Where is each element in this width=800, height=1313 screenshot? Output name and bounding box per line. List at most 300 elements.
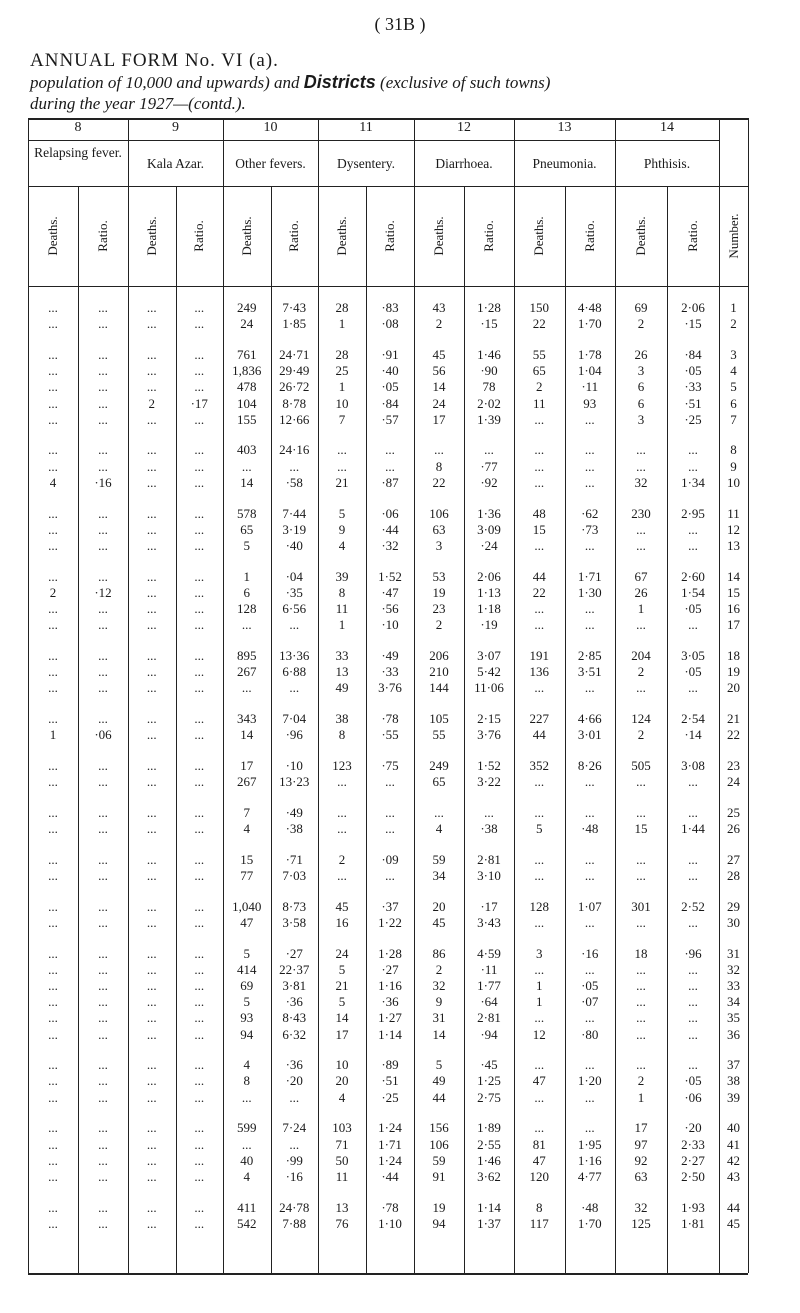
- table-cell: ...: [534, 601, 545, 616]
- table-cell: 20: [432, 898, 446, 914]
- table-cell: 19: [432, 1199, 446, 1215]
- table-cell: ...: [146, 994, 157, 1010]
- table-cell: ...: [48, 1057, 58, 1073]
- table-cell: ·84: [381, 395, 399, 411]
- table-cell: 3·76: [477, 727, 501, 743]
- table-cell: ...: [534, 1089, 545, 1105]
- table-cell: 1·52: [378, 568, 402, 584]
- table-cell: 4·48: [577, 300, 602, 315]
- table-cell: ...: [48, 601, 58, 616]
- table-cell: 1·85: [282, 316, 307, 332]
- table-cell: ...: [48, 617, 58, 633]
- table-cell: 12·66: [279, 411, 310, 427]
- table-cell: 106: [429, 505, 449, 521]
- table-cell: 7: [338, 411, 346, 427]
- table-cell: 123: [332, 757, 352, 773]
- table-cell: ...: [484, 442, 494, 458]
- table-cell: ·91: [381, 346, 399, 362]
- table-cell: 26: [634, 584, 648, 600]
- table-cell: ·16: [581, 945, 599, 961]
- form-title: ANNUAL FORM No. VI (a).: [30, 50, 279, 71]
- table-cell: 76: [335, 1215, 349, 1231]
- table-cell: ...: [146, 1199, 157, 1215]
- table-cell: 1·10: [378, 1215, 402, 1231]
- table-cell: 12: [532, 1026, 546, 1042]
- row-number: 45: [727, 1215, 740, 1231]
- table-cell: 542: [237, 1215, 257, 1231]
- table-cell: ...: [146, 379, 157, 395]
- table-cell: 2: [435, 961, 443, 977]
- table-cell: ...: [289, 1089, 300, 1105]
- table-cell: ...: [98, 994, 108, 1010]
- table-cell: 1·71: [378, 1136, 402, 1152]
- table-cell: ...: [98, 757, 108, 773]
- table-cell: 56: [432, 363, 446, 379]
- table-cell: ...: [48, 395, 58, 411]
- table-cell: 1·46: [477, 346, 501, 362]
- table-cell: ...: [48, 664, 58, 680]
- table-cell: ...: [98, 1073, 108, 1089]
- row-number: 39: [727, 1089, 740, 1105]
- table-cell: 2·81: [477, 851, 501, 867]
- table-cell: ...: [534, 1057, 545, 1073]
- table-cell: ·49: [285, 804, 303, 820]
- table-cell: ...: [194, 379, 205, 395]
- table-cell: ·15: [480, 316, 498, 332]
- table-cell: ...: [194, 757, 205, 773]
- table-cell: 19: [432, 584, 446, 600]
- table-cell: 191: [529, 647, 549, 663]
- table-cell: 120: [529, 1168, 549, 1184]
- table-cell: 1·14: [378, 1026, 402, 1042]
- table-cell: ...: [385, 804, 395, 820]
- table-cell: ...: [98, 601, 108, 616]
- table-cell: ·10: [285, 757, 303, 773]
- table-cell: ...: [584, 601, 595, 616]
- table-cell: ...: [584, 1089, 595, 1105]
- table-cell: ...: [194, 363, 205, 379]
- table-cell: ...: [48, 1010, 58, 1026]
- table-cell: 17: [335, 1026, 349, 1042]
- table-cell: ...: [241, 1089, 252, 1105]
- table-cell: 3·08: [681, 757, 705, 773]
- table-cell: ·78: [381, 711, 399, 726]
- table-cell: ·44: [381, 521, 399, 537]
- row-number: 40: [727, 1120, 740, 1136]
- table-cell: ...: [146, 346, 157, 362]
- table-cell: ·24: [480, 537, 498, 553]
- table-cell: 2·15: [477, 711, 501, 726]
- table-cell: ...: [194, 300, 205, 315]
- table-cell: ...: [584, 1010, 595, 1026]
- column-subheader: Deaths.: [334, 216, 349, 256]
- table-cell: ·16: [285, 1168, 303, 1184]
- table-cell: 1: [637, 601, 645, 616]
- column-subheader: Ratio.: [382, 220, 397, 252]
- row-number: 37: [727, 1057, 740, 1073]
- table-cell: 18: [634, 945, 648, 961]
- table-cell: ...: [48, 914, 58, 930]
- table-cell: ·40: [285, 537, 303, 553]
- table-cell: ...: [146, 1215, 157, 1231]
- table-cell: ...: [534, 914, 545, 930]
- table-cell: 45: [432, 914, 446, 930]
- row-number: 17: [727, 617, 740, 633]
- table-cell: ...: [98, 505, 108, 521]
- table-cell: 4: [338, 537, 346, 553]
- table-cell: ...: [636, 804, 646, 820]
- table-cell: 14: [432, 379, 446, 395]
- table-cell: ...: [48, 1089, 58, 1105]
- table-cell: ...: [534, 851, 545, 867]
- table-cell: ...: [146, 458, 157, 474]
- table-cell: ·25: [381, 1089, 399, 1105]
- table-cell: ...: [688, 914, 698, 930]
- table-cell: 210: [429, 664, 449, 680]
- table-cell: 117: [529, 1215, 549, 1231]
- table-cell: ...: [534, 458, 545, 474]
- table-cell: 1·24: [378, 1152, 402, 1168]
- table-cell: ...: [48, 867, 58, 883]
- table-cell: ...: [289, 680, 300, 696]
- table-cell: 106: [429, 1136, 449, 1152]
- table-cell: 1·95: [577, 1136, 602, 1152]
- table-cell: 1·54: [681, 584, 705, 600]
- table-cell: ·12: [94, 584, 112, 600]
- row-number: 11: [727, 505, 740, 521]
- table-cell: ...: [98, 1136, 108, 1152]
- table-cell: 92: [634, 1152, 648, 1168]
- table-cell: ...: [194, 505, 205, 521]
- table-cell: ...: [146, 664, 157, 680]
- table-cell: ·64: [480, 994, 498, 1010]
- row-number: 38: [727, 1073, 740, 1089]
- table-cell: 21: [335, 977, 349, 993]
- table-cell: ...: [636, 458, 646, 474]
- table-cell: 3·76: [378, 680, 402, 696]
- table-cell: 761: [237, 346, 257, 362]
- table-cell: ...: [98, 1120, 108, 1136]
- table-cell: 4·59: [477, 945, 501, 961]
- table-cell: 104: [237, 395, 257, 411]
- table-cell: 65: [432, 774, 446, 790]
- table-cell: ·35: [285, 584, 303, 600]
- group-title: Dysentery.: [337, 156, 395, 171]
- form-period: during the year 1927—(contd.).: [30, 94, 246, 113]
- table-cell: 267: [237, 774, 257, 790]
- table-cell: 55: [532, 346, 546, 362]
- table-cell: ·55: [381, 727, 399, 743]
- table-cell: 25: [335, 363, 349, 379]
- table-cell: 124: [631, 711, 651, 726]
- table-cell: ·45: [480, 1057, 498, 1073]
- table-cell: ...: [688, 442, 698, 458]
- row-number: 2: [730, 316, 737, 332]
- table-cell: ...: [194, 1152, 205, 1168]
- table-cell: 125: [631, 1215, 651, 1231]
- table-cell: ·11: [480, 961, 498, 977]
- table-cell: 249: [237, 300, 257, 315]
- table-cell: ...: [194, 1073, 205, 1089]
- table-cell: ...: [146, 711, 157, 726]
- table-cell: 128: [529, 898, 549, 914]
- table-cell: ...: [98, 804, 108, 820]
- table-cell: 20: [335, 1073, 349, 1089]
- table-cell: 2: [148, 395, 155, 411]
- table-cell: 28: [335, 346, 349, 362]
- table-cell: ...: [636, 774, 646, 790]
- table-cell: ...: [194, 1089, 205, 1105]
- table-cell: ...: [48, 774, 58, 790]
- table-cell: ·06: [94, 727, 112, 743]
- group-title: Phthisis.: [643, 156, 691, 171]
- table-cell: ...: [98, 1215, 108, 1231]
- table-cell: 2: [637, 316, 645, 332]
- table-cell: ·51: [381, 1073, 399, 1089]
- table-cell: 8·78: [282, 395, 307, 411]
- table-cell: ...: [146, 505, 157, 521]
- table-cell: ...: [98, 346, 108, 362]
- table-cell: ...: [534, 867, 545, 883]
- table-cell: ·56: [381, 601, 399, 616]
- table-cell: ...: [98, 316, 108, 332]
- table-cell: ...: [534, 537, 545, 553]
- table-cell: ...: [194, 601, 205, 616]
- table-cell: 1·28: [378, 945, 402, 961]
- table-cell: 1·20: [577, 1073, 602, 1089]
- table-cell: ...: [688, 1010, 698, 1026]
- table-cell: 5: [243, 945, 250, 961]
- table-cell: 13: [335, 664, 349, 680]
- row-number: 12: [727, 521, 740, 537]
- table-cell: 2·06: [477, 568, 501, 584]
- table-cell: ...: [48, 505, 58, 521]
- table-cell: 2·02: [477, 395, 501, 411]
- table-cell: 4: [243, 821, 250, 836]
- table-cell: 22: [532, 584, 546, 600]
- table-cell: ...: [146, 821, 157, 836]
- table-cell: ...: [194, 316, 205, 332]
- table-cell: ...: [337, 804, 347, 820]
- table-cell: ...: [48, 961, 58, 977]
- table-cell: ...: [385, 774, 395, 790]
- column-subheader: Ratio.: [481, 220, 496, 252]
- subtitle-text-b: (exclusive of such towns): [375, 73, 551, 92]
- table-cell: 1·81: [681, 1215, 705, 1231]
- table-cell: 1·36: [477, 505, 501, 521]
- table-cell: ...: [98, 1199, 108, 1215]
- table-cell: ...: [688, 537, 698, 553]
- column-subheader: Deaths.: [633, 216, 648, 256]
- table-cell: ·84: [684, 346, 702, 362]
- table-cell: 4: [338, 1089, 346, 1105]
- table-cell: ...: [98, 821, 108, 836]
- row-number: 3: [730, 346, 737, 362]
- table-cell: ·06: [684, 1089, 702, 1105]
- table-cell: 1·28: [477, 300, 501, 315]
- table-cell: 249: [429, 757, 449, 773]
- table-cell: 5: [338, 505, 346, 521]
- table-cell: ·94: [480, 1026, 498, 1042]
- row-number: 16: [727, 601, 740, 616]
- table-cell: 24·78: [279, 1199, 310, 1215]
- row-number: 15: [727, 584, 740, 600]
- column-subheader: Ratio.: [286, 220, 302, 252]
- table-cell: ...: [146, 1026, 157, 1042]
- table-cell: ...: [98, 898, 108, 914]
- table-cell: ...: [385, 442, 395, 458]
- table-cell: ...: [688, 774, 698, 790]
- table-cell: 2·75: [477, 1089, 501, 1105]
- table-cell: ...: [98, 537, 108, 553]
- table-cell: 11: [532, 395, 546, 411]
- table-cell: ·32: [381, 537, 399, 553]
- table-cell: ...: [48, 1120, 58, 1136]
- table-cell: ...: [146, 914, 157, 930]
- table-cell: ·58: [285, 474, 303, 490]
- table-cell: ...: [146, 1120, 157, 1136]
- table-cell: ...: [146, 1152, 157, 1168]
- table-cell: ...: [146, 774, 157, 790]
- table-cell: 2: [637, 727, 645, 743]
- table-cell: 4: [243, 1057, 250, 1073]
- table-cell: 2·33: [681, 1136, 705, 1152]
- table-cell: ·80: [581, 1026, 599, 1042]
- table-cell: 39: [335, 568, 349, 584]
- table-cell: 69: [240, 977, 254, 993]
- column-subheader: Ratio.: [685, 220, 700, 252]
- table-cell: ...: [98, 774, 108, 790]
- table-cell: ...: [98, 914, 108, 930]
- table-cell: 44: [432, 1089, 446, 1105]
- column-number: 10: [263, 120, 278, 135]
- table-cell: ...: [194, 994, 205, 1010]
- table-cell: ...: [534, 1120, 545, 1136]
- table-cell: ...: [194, 568, 205, 584]
- table-cell: ...: [194, 521, 205, 537]
- table-cell: ...: [337, 821, 347, 836]
- table-cell: ...: [194, 584, 205, 600]
- table-cell: ...: [98, 411, 108, 427]
- table-cell: ...: [584, 458, 595, 474]
- table-cell: ...: [146, 617, 157, 633]
- table-cell: ...: [688, 1057, 698, 1073]
- table-cell: ...: [194, 537, 205, 553]
- table-cell: ·05: [684, 664, 702, 680]
- table-cell: ...: [146, 474, 157, 490]
- row-number: 6: [730, 395, 737, 411]
- table-cell: ...: [194, 647, 205, 663]
- table-cell: 1: [49, 727, 57, 743]
- table-cell: 3: [637, 411, 645, 427]
- table-cell: ...: [688, 458, 698, 474]
- table-cell: 1·77: [477, 977, 501, 993]
- table-cell: ...: [98, 521, 108, 537]
- row-number: 18: [727, 647, 740, 663]
- table-cell: ...: [636, 851, 646, 867]
- table-cell: ·04: [285, 568, 303, 584]
- table-cell: ...: [146, 647, 157, 663]
- table-cell: 4: [49, 474, 57, 490]
- table-cell: ·27: [285, 945, 303, 961]
- table-cell: 1·22: [378, 914, 402, 930]
- table-cell: ...: [48, 804, 58, 820]
- table-cell: ...: [146, 1168, 157, 1184]
- table-cell: 13·36: [279, 647, 310, 663]
- table-cell: ·05: [684, 363, 702, 379]
- table-cell: 3·10: [477, 867, 501, 883]
- table-cell: ...: [688, 977, 698, 993]
- table-cell: 24·71: [279, 346, 310, 362]
- column-subheader: Deaths.: [143, 216, 159, 256]
- table-cell: ...: [146, 584, 157, 600]
- table-cell: 3·05: [681, 647, 705, 663]
- table-cell: 1: [338, 617, 346, 633]
- table-cell: ·25: [684, 411, 702, 427]
- table-cell: ...: [194, 961, 205, 977]
- table-cell: ...: [289, 458, 300, 474]
- table-cell: ...: [146, 411, 157, 427]
- table-cell: 2·27: [681, 1152, 705, 1168]
- table-cell: 16: [335, 914, 349, 930]
- table-cell: ·05: [581, 977, 599, 993]
- table-cell: ·96: [285, 727, 303, 743]
- row-number: 9: [730, 458, 737, 474]
- table-cell: ...: [146, 521, 157, 537]
- table-cell: 6·32: [282, 1026, 307, 1042]
- row-number: 34: [727, 994, 740, 1010]
- table-cell: ·36: [285, 1057, 303, 1073]
- table-cell: ...: [146, 727, 157, 743]
- table-cell: ·38: [480, 821, 498, 836]
- row-number: 14: [727, 568, 740, 584]
- table-cell: ·92: [480, 474, 498, 490]
- row-number: 43: [727, 1168, 740, 1184]
- table-cell: 352: [529, 757, 549, 773]
- table-cell: 7·88: [282, 1215, 307, 1231]
- table-cell: ...: [146, 1089, 157, 1105]
- table-cell: 44: [532, 727, 546, 743]
- table-cell: 1·34: [681, 474, 705, 490]
- table-cell: ...: [194, 851, 205, 867]
- table-cell: 22: [532, 316, 546, 332]
- row-number: 27: [727, 851, 740, 867]
- table-cell: ...: [48, 1215, 58, 1231]
- table-cell: ...: [636, 442, 646, 458]
- table-cell: ...: [434, 442, 444, 458]
- table-cell: 8: [536, 1199, 543, 1215]
- column-number: 14: [660, 120, 674, 135]
- table-cell: ·05: [684, 1073, 702, 1089]
- column-subheader: Deaths.: [45, 216, 60, 256]
- table-cell: ...: [194, 458, 205, 474]
- table-cell: ·14: [684, 727, 702, 743]
- table-cell: ...: [48, 711, 58, 726]
- table-cell: 1: [243, 568, 250, 584]
- table-cell: 2·50: [681, 1168, 705, 1184]
- row-number: 44: [727, 1199, 740, 1215]
- table-cell: ·17: [190, 395, 208, 411]
- table-cell: ...: [194, 1199, 205, 1215]
- table-cell: 53: [432, 568, 446, 584]
- table-cell: ...: [98, 458, 108, 474]
- table-cell: 4·77: [577, 1168, 602, 1184]
- table-cell: 5: [536, 821, 543, 836]
- table-cell: ...: [98, 568, 108, 584]
- table-cell: 2·60: [681, 568, 705, 584]
- table-cell: 34: [432, 867, 446, 883]
- table-cell: ...: [48, 945, 58, 961]
